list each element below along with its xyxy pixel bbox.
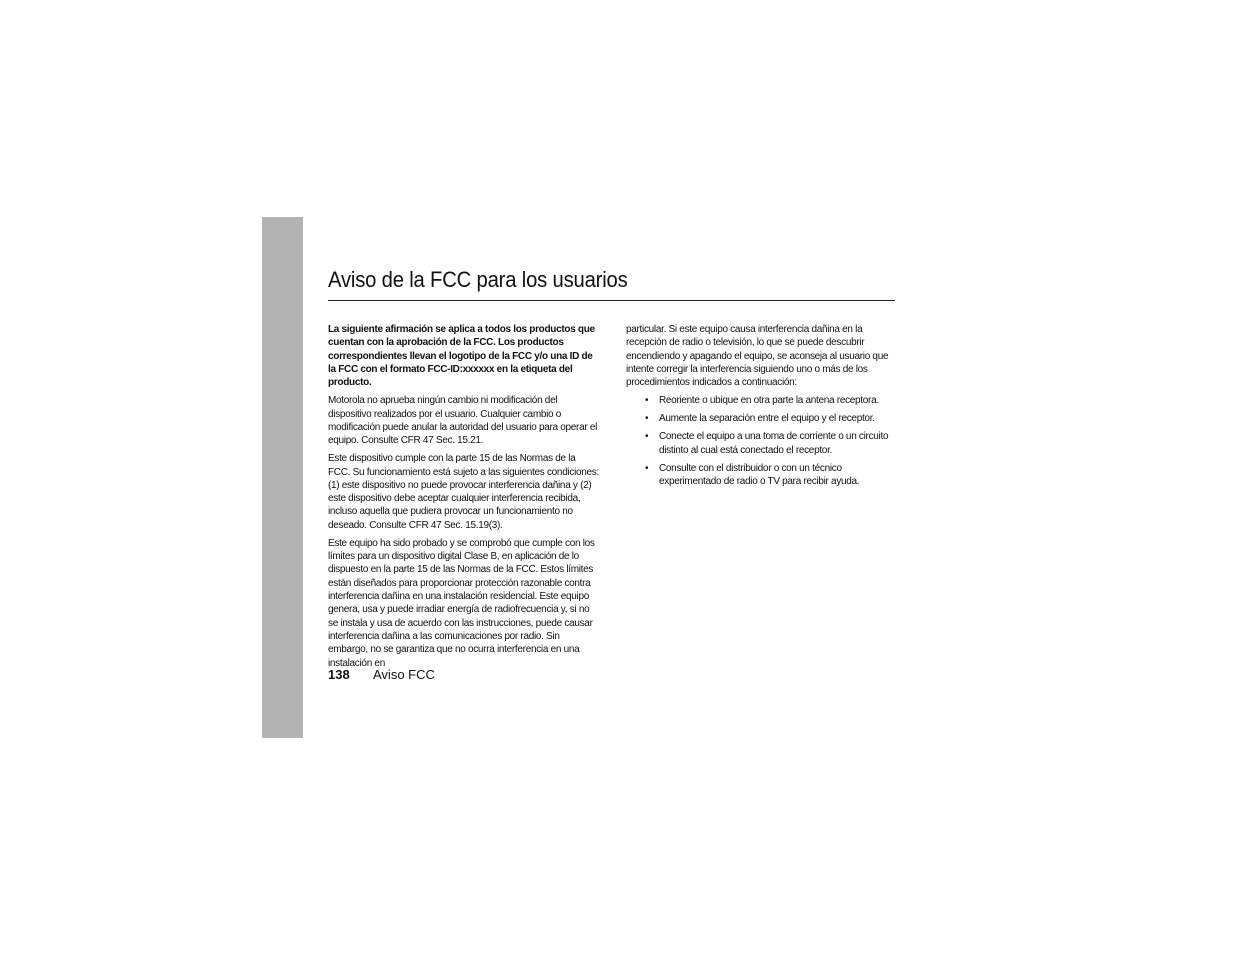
list-item xyxy=(626,462,894,489)
page-title: Aviso de la FCC para los usuarios xyxy=(328,267,628,292)
side-tab xyxy=(262,217,303,738)
bullet-list xyxy=(626,394,894,488)
left-column xyxy=(328,323,600,675)
list-item-text: Aumente la separación entre el equipo y el receptor. xyxy=(659,413,875,425)
intro-paragraph: La siguiente afirmación se aplica a todos los productos que cuentan con la aprobación de la FCC. Los productos correspondientes llevan el logotipo de la FCC y/o una ID de la FCC con el formato FCC-ID:xxxxxx en la etiqueta del producto. xyxy=(328,324,595,389)
list-item xyxy=(626,412,894,425)
list-item-text: Consulte con el distribuidor o con un técnico experimentado de radio o TV para recibir ayuda. xyxy=(659,462,860,488)
bullet-icon: • xyxy=(645,395,649,407)
paragraph-part15: Este dispositivo cumple con la parte 15 de las Normas de la FCC. Su funcionamiento está sujeto a las siguientes condiciones: (1) este dispositivo no puede provocar interferencia dañina y (2) este dispositivo debe aceptar cualquier interferencia recibida, incluso aquella que pudiera provocar un funcionamiento no deseado. Consulte CFR 47 Sec. 15.19(3). xyxy=(328,453,599,531)
bullet-icon: • xyxy=(645,413,649,425)
paragraph-modifications: Motorola no aprueba ningún cambio ni modificación del dispositivo realizados por el usuario. Cualquier cambio o modificación puede anular la autoridad del usuario para operar el equipo. Consulte CFR 47 Sec. 15.21. xyxy=(328,395,598,447)
list-item xyxy=(626,394,894,407)
list-item xyxy=(626,430,894,457)
paragraph-continued: particular. Si este equipo causa interferencia dañina en la recepción de radio o televisión, lo que se puede descubrir encendiendo y apagando el equipo, se aconseja al usuario que intente corregir la interferencia siguiendo uno o más de los procedimientos indicados a continuación: xyxy=(626,324,889,389)
right-column xyxy=(626,323,894,493)
paragraph-class-b: Este equipo ha sido probado y se comprobó que cumple con los límites para un dispositivo digital Clase B, en aplicación de lo dispuesto en la parte 15 de las Normas de la FCC. Estos límites están diseñados para proporcionar protección razonable contra interferencia dañina en una instalación residencial. Este equipo genera, usa y puede irradiar energía de radiofrecuencia y, si no se instala y usa de acuerdo con las instrucciones, puede causar interferencia dañina a las comunicaciones por radio. Sin embargo, no se garantiza que no ocurra interferencia en una instalación en xyxy=(328,537,595,669)
page-footer xyxy=(328,666,435,684)
section-name: Aviso FCC xyxy=(373,667,435,682)
list-item-text: Conecte el equipo a una toma de corriente o un circuito distinto al cual está conectado el receptor. xyxy=(659,431,889,456)
list-item-text: Reoriente o ubique en otra parte la antena receptora. xyxy=(659,395,879,407)
bullet-icon: • xyxy=(645,462,649,474)
title-rule xyxy=(328,300,895,301)
page-number: 138 xyxy=(328,667,350,682)
bullet-icon: • xyxy=(645,431,649,443)
